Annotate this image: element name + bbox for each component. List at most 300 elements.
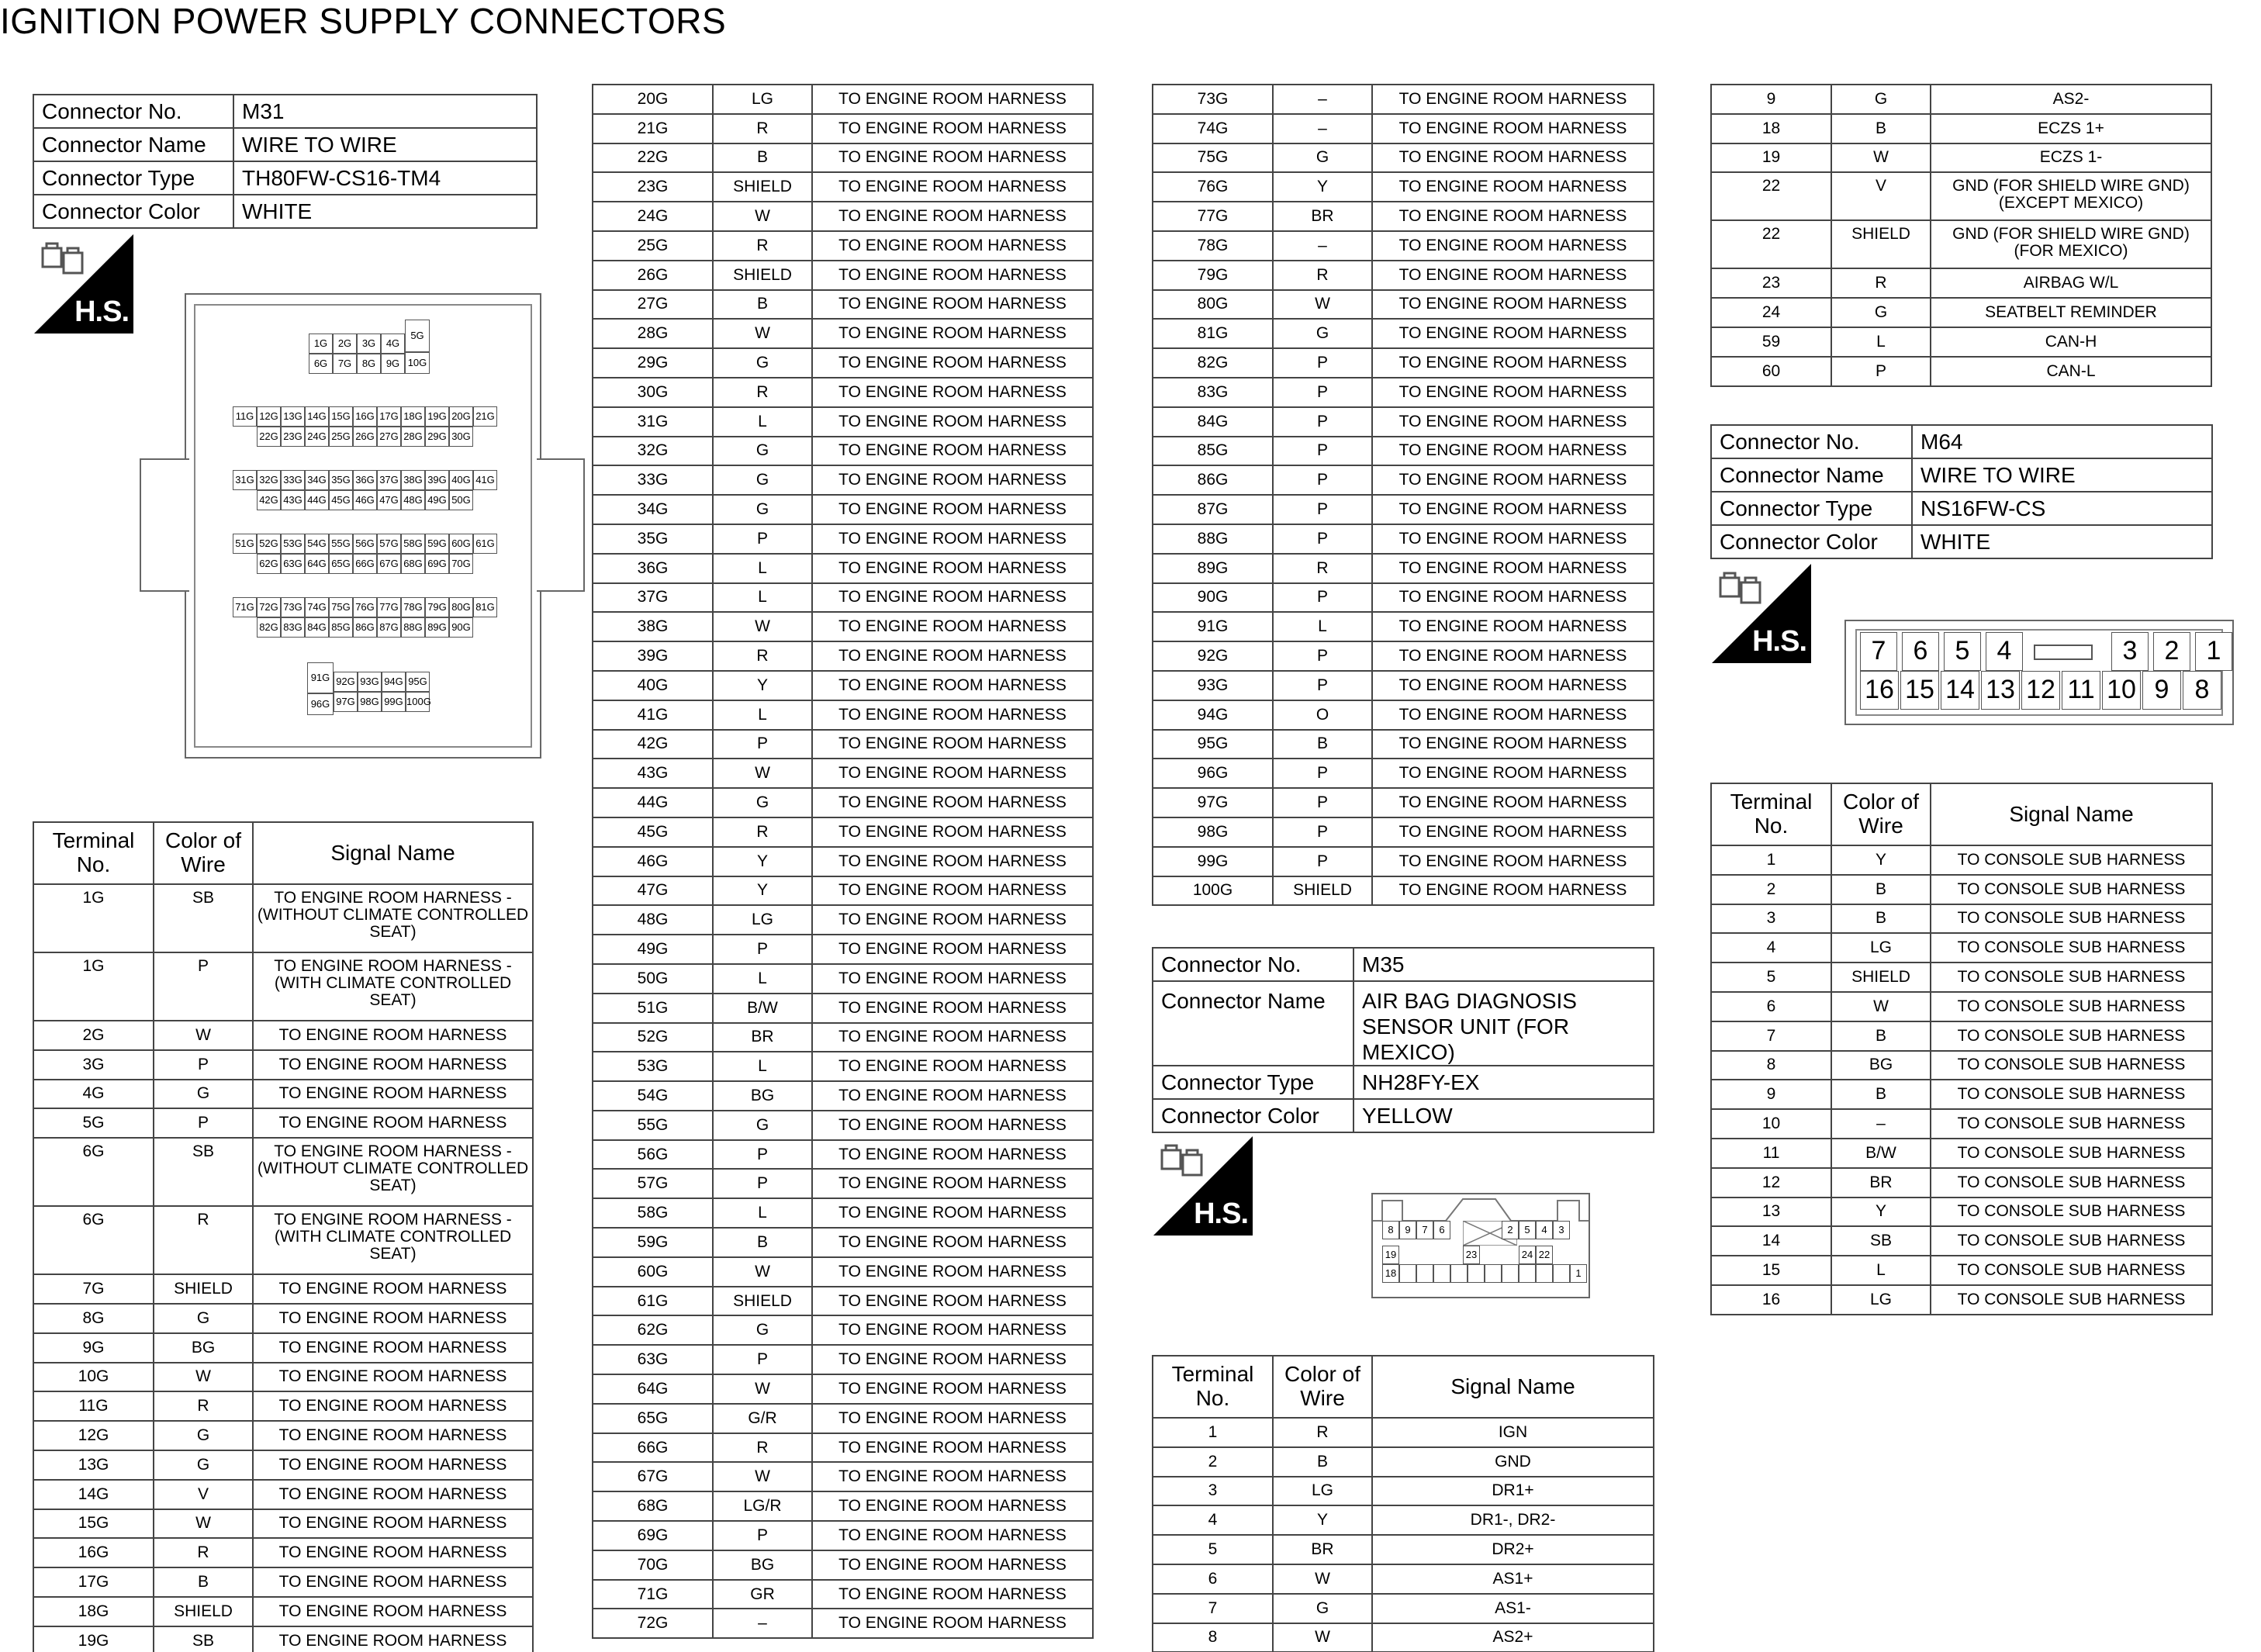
terminal-cell: 80G (1153, 290, 1273, 320)
signal-name-cell: TO ENGINE ROOM HARNESS (1372, 465, 1654, 495)
table-row (593, 759, 1093, 788)
signal-name-cell: TO CONSOLE SUB HARNESS (1931, 1109, 2212, 1139)
wire-color-cell: LG (713, 905, 812, 935)
pin-cell: 94G (382, 672, 406, 692)
terminal-cell: 90G (1153, 583, 1273, 613)
table-row (1153, 671, 1654, 700)
table-row (593, 231, 1093, 261)
signal-name-cell: TO ENGINE ROOM HARNESS (253, 1363, 533, 1392)
signal-name-cell: TO ENGINE ROOM HARNESS (1372, 348, 1654, 378)
wire-color-cell: BR (713, 1023, 812, 1052)
pin-cell: 61G (473, 534, 497, 554)
wire-color-cell: W (154, 1021, 253, 1050)
pin-cell: 12G (257, 406, 281, 427)
wire-color-cell: SB (154, 884, 253, 952)
terminal-cell: 1 (1153, 1418, 1273, 1447)
wire-color-cell: P (1273, 495, 1372, 524)
terminal-cell: 33G (593, 465, 713, 495)
table-row (593, 261, 1093, 290)
table-row (1711, 172, 2211, 220)
signal-name-cell: TO ENGINE ROOM HARNESS (1372, 876, 1654, 906)
signal-name-cell: TO ENGINE ROOM HARNESS (812, 641, 1093, 671)
wire-color-cell: Y (1273, 1505, 1372, 1535)
wire-color-cell: W (1273, 1564, 1372, 1594)
wire-color-cell: Y (713, 847, 812, 876)
wire-color-cell: W (1831, 143, 1931, 173)
table-row (1711, 963, 2212, 992)
terminal-cell: 73G (1153, 85, 1273, 114)
terminal-cell: 57G (593, 1169, 713, 1198)
pin-cell: 1G (309, 334, 333, 354)
pin-cell: 4 (1536, 1221, 1553, 1239)
terminal-cell: 74G (1153, 114, 1273, 143)
signal-name-cell: TO ENGINE ROOM HARNESS (812, 1023, 1093, 1052)
pin-cell: 22G (257, 427, 281, 447)
wire-color-cell: B/W (713, 994, 812, 1023)
wire-color-cell: – (1273, 231, 1372, 261)
pin-cell: 23 (1463, 1246, 1480, 1264)
signal-name-cell: TO ENGINE ROOM HARNESS (1372, 172, 1654, 202)
table-row (593, 495, 1093, 524)
pin-cell: 84G (305, 617, 329, 638)
signal-name-cell: TO ENGINE ROOM HARNESS (812, 1052, 1093, 1081)
page-title: IGNITION POWER SUPPLY CONNECTORS (0, 1, 727, 41)
pin-cell: 24 (1519, 1246, 1536, 1264)
wire-color-cell: R (1273, 1418, 1372, 1447)
table-row (33, 1509, 533, 1539)
signal-name-cell: TO ENGINE ROOM HARNESS (812, 1198, 1093, 1228)
wire-color-cell: B (1831, 1021, 1931, 1051)
pin-cell: 88G (401, 617, 425, 638)
terminal-cell: 16G (33, 1538, 154, 1567)
table-header (1153, 1356, 1654, 1418)
pin-cell: 67G (377, 554, 401, 574)
info-row-name (1153, 981, 1654, 1066)
wire-color-cell: SHIELD (713, 261, 812, 290)
table-row (1153, 612, 1654, 641)
table-row (33, 1538, 533, 1567)
signal-name-cell: TO ENGINE ROOM HARNESS (812, 1462, 1093, 1491)
pin-cell: 21G (473, 406, 497, 427)
table-row (593, 143, 1093, 173)
wire-color-cell: P (154, 1050, 253, 1080)
table-row (593, 407, 1093, 437)
table-row (1153, 231, 1654, 261)
pin-cell: 78G (401, 597, 425, 617)
wire-color-cell: BG (1831, 1051, 1931, 1080)
table-row (1711, 1226, 2212, 1256)
table-row (593, 1521, 1093, 1550)
signal-name-cell: TO ENGINE ROOM HARNESS (812, 817, 1093, 847)
pin-cell: 60G (449, 534, 473, 554)
signal-name-cell: TO ENGINE ROOM HARNESS (1372, 319, 1654, 348)
wire-color-cell: L (1831, 327, 1931, 357)
wire-color-cell: LG (713, 85, 812, 114)
terminal-cell: 12G (33, 1421, 154, 1450)
m31-info-table (33, 94, 538, 229)
signal-name-cell: TO ENGINE ROOM HARNESS (812, 378, 1093, 407)
pin-cell: 92G (334, 672, 358, 692)
terminal-cell: 83G (1153, 378, 1273, 407)
pin-cell: 95G (406, 672, 430, 692)
terminal-cell: 52G (593, 1023, 713, 1052)
m64-connector-face (1844, 620, 2234, 725)
wire-color-cell: P (713, 935, 812, 964)
terminal-cell: 41G (593, 700, 713, 730)
wire-color-cell: B (713, 143, 812, 173)
terminal-cell: 28G (593, 319, 713, 348)
pin-cell: 1 (2195, 632, 2232, 671)
pin-cell: 9G (381, 354, 405, 374)
table-row (33, 1304, 533, 1333)
wire-color-cell: G (154, 1421, 253, 1450)
terminal-cell: 70G (593, 1550, 713, 1580)
wire-color-cell: W (1831, 992, 1931, 1021)
wire-color-cell: P (1273, 524, 1372, 554)
pin-cell: 75G (329, 597, 353, 617)
wire-color-cell: – (1273, 114, 1372, 143)
terminal-cell: 100G (1153, 876, 1273, 906)
wire-color-cell: SB (154, 1626, 253, 1652)
terminal-cell: 58G (593, 1198, 713, 1228)
pin-blank (1433, 1264, 1450, 1283)
terminal-cell: 91G (1153, 612, 1273, 641)
signal-name-cell: DR1-, DR2- (1372, 1505, 1654, 1535)
pin-cell: 48G (401, 490, 425, 510)
table-row (33, 1206, 533, 1274)
signal-name-cell: TO ENGINE ROOM HARNESS (253, 1050, 533, 1080)
info-row-type (33, 161, 537, 195)
terminal-cell: 69G (593, 1521, 713, 1550)
terminal-cell: 75G (1153, 143, 1273, 173)
signal-name-cell: TO ENGINE ROOM HARNESS (253, 1567, 533, 1597)
table-row (1153, 1594, 1654, 1623)
table-row (1711, 1080, 2212, 1109)
table-row (593, 730, 1093, 759)
info-row-no (1153, 948, 1654, 981)
wire-color-cell: SHIELD (713, 1287, 812, 1316)
pin-cell: 58G (401, 534, 425, 554)
terminal-cell: 45G (593, 817, 713, 847)
wire-color-cell: – (1831, 1109, 1931, 1139)
wire-color-cell: P (1273, 348, 1372, 378)
signal-name-cell: TO CONSOLE SUB HARNESS (1931, 1168, 2212, 1198)
table-row (1153, 1447, 1654, 1477)
header-color: Color of Wire (1273, 1356, 1372, 1418)
pin-cell: 72G (257, 597, 281, 617)
wire-color-cell: G (713, 495, 812, 524)
info-row-name (1711, 458, 2212, 492)
wire-color-cell: B (1831, 875, 1931, 904)
signal-name-cell: TO ENGINE ROOM HARNESS (812, 1081, 1093, 1111)
table-row (33, 952, 533, 1021)
terminal-cell: 22 (1711, 172, 1831, 220)
signal-name-cell: TO ENGINE ROOM HARNESS (1372, 554, 1654, 583)
table-row (33, 1421, 533, 1450)
terminal-cell: 2 (1711, 875, 1831, 904)
wire-color-cell: W (713, 1462, 812, 1491)
info-label: Connector Color (33, 195, 233, 228)
table-row (1711, 875, 2212, 904)
terminal-cell: 81G (1153, 319, 1273, 348)
table-row (1153, 1505, 1654, 1535)
signal-name-cell: TO ENGINE ROOM HARNESS (1372, 612, 1654, 641)
signal-name-cell: TO CONSOLE SUB HARNESS (1931, 904, 2212, 934)
signal-name-cell: DR1+ (1372, 1477, 1654, 1506)
table-row (593, 290, 1093, 320)
signal-name-cell: TO ENGINE ROOM HARNESS (812, 465, 1093, 495)
signal-name-cell: TO ENGINE ROOM HARNESS (253, 1391, 533, 1421)
pin-cell: 2G (333, 334, 357, 354)
pin-cell: 83G (281, 617, 305, 638)
signal-name-cell: TO CONSOLE SUB HARNESS (1931, 1021, 2212, 1051)
table-header (1711, 783, 2212, 845)
table-row (593, 1169, 1093, 1198)
info-row-no (33, 95, 537, 128)
pin-cell: 97G (334, 692, 358, 712)
signal-name-cell: GND (FOR SHIELD WIRE GND) (EXCEPT MEXICO) (1931, 172, 2211, 220)
pin-cell: 96G (307, 693, 334, 715)
wire-color-cell: LG (1831, 1285, 1931, 1315)
table-row (33, 1391, 533, 1421)
table-row (33, 1450, 533, 1480)
signal-name-cell: TO ENGINE ROOM HARNESS (812, 1257, 1093, 1287)
signal-name-cell: TO ENGINE ROOM HARNESS (812, 172, 1093, 202)
info-label: Connector Name (33, 128, 233, 161)
terminal-cell: 9 (1711, 85, 1831, 114)
signal-name-cell: TO CONSOLE SUB HARNESS (1931, 1256, 2212, 1285)
signal-name-cell: TO ENGINE ROOM HARNESS (812, 1140, 1093, 1170)
terminal-cell: 93G (1153, 671, 1273, 700)
table-row (1711, 143, 2211, 173)
terminal-cell: 51G (593, 994, 713, 1023)
signal-name-cell: AS2+ (1372, 1623, 1654, 1652)
signal-name-cell: TO ENGINE ROOM HARNESS (253, 1421, 533, 1450)
terminal-cell: 3 (1711, 904, 1831, 934)
pin-cell: 2 (1502, 1221, 1519, 1239)
wire-color-cell: P (1273, 641, 1372, 671)
table-row (1153, 1564, 1654, 1594)
signal-name-cell: TO ENGINE ROOM HARNESS (253, 1021, 533, 1050)
info-label: Connector Name (1711, 458, 1912, 492)
signal-name-cell: TO ENGINE ROOM HARNESS (812, 964, 1093, 994)
table-row (1711, 327, 2211, 357)
hs-label: H.S. (1752, 625, 1806, 658)
pin-cell: 76G (353, 597, 377, 617)
pin-blank (1468, 1264, 1485, 1283)
table-row (593, 1023, 1093, 1052)
wire-color-cell: G (713, 1315, 812, 1345)
header-terminal: Terminal No. (33, 822, 154, 884)
table-row (33, 1021, 533, 1050)
connector-icon (40, 242, 85, 281)
pin-cell: 19 (1382, 1246, 1399, 1264)
pin-cell: 6G (309, 354, 333, 374)
signal-name-cell: TO ENGINE ROOM HARNESS (1372, 788, 1654, 817)
wire-color-cell: Y (1831, 1198, 1931, 1227)
table-row (1711, 1285, 2212, 1315)
terminal-cell: 7G (33, 1274, 154, 1304)
pin-cell: 13 (1981, 671, 2020, 710)
terminal-cell: 7 (1153, 1594, 1273, 1623)
table-row (593, 935, 1093, 964)
table-row (593, 583, 1093, 613)
pin-cell: 7G (333, 354, 357, 374)
table-row (1153, 290, 1654, 320)
pin-cell: 41G (473, 470, 497, 490)
table-row (593, 1287, 1093, 1316)
info-label: Connector No. (1153, 948, 1353, 981)
table-row (593, 85, 1093, 114)
pin-cell: 59G (425, 534, 449, 554)
terminal-cell: 78G (1153, 231, 1273, 261)
signal-name-cell: TO ENGINE ROOM HARNESS (812, 935, 1093, 964)
terminal-cell: 8 (1153, 1623, 1273, 1652)
table-row (1711, 85, 2211, 114)
terminal-cell: 22G (593, 143, 713, 173)
table-header (33, 822, 533, 884)
signal-name-cell: TO ENGINE ROOM HARNESS (1372, 759, 1654, 788)
pin-cell: 30G (449, 427, 473, 447)
pin-cell: 40G (449, 470, 473, 490)
header-signal: Signal Name (1372, 1356, 1654, 1418)
terminal-cell: 27G (593, 290, 713, 320)
terminal-cell: 10G (33, 1363, 154, 1392)
pin-cell: 68G (401, 554, 425, 574)
wire-color-cell: L (713, 407, 812, 437)
wire-color-cell: B (1831, 114, 1931, 143)
pin-blank (1416, 1264, 1433, 1283)
table-row (1153, 407, 1654, 437)
pin-blank (1450, 1264, 1468, 1283)
signal-name-cell: TO ENGINE ROOM HARNESS (253, 1509, 533, 1539)
table-row (1153, 641, 1654, 671)
pin-cell: 77G (377, 597, 401, 617)
m64-table (1710, 783, 2213, 1315)
table-row (33, 1363, 533, 1392)
pin-cell: 93G (358, 672, 382, 692)
signal-name-cell: TO ENGINE ROOM HARNESS (812, 85, 1093, 114)
signal-name-cell: AS2- (1931, 85, 2211, 114)
header-color: Color of Wire (1831, 783, 1931, 845)
wire-color-cell: P (713, 1521, 812, 1550)
pin-cell: 8G (357, 354, 381, 374)
table-row (593, 641, 1093, 671)
table-row (1153, 817, 1654, 847)
pin-cell: 14G (305, 406, 329, 427)
terminal-cell: 46G (593, 847, 713, 876)
pin-cell: 90G (449, 617, 473, 638)
terminal-cell: 92G (1153, 641, 1273, 671)
table-row (593, 1580, 1093, 1609)
terminal-cell: 20G (593, 85, 713, 114)
signal-name-cell: TO ENGINE ROOM HARNESS (253, 1333, 533, 1363)
signal-name-cell: TO ENGINE ROOM HARNESS (1372, 261, 1654, 290)
pin-cell: 70G (449, 554, 473, 574)
signal-name-cell: TO ENGINE ROOM HARNESS - (WITH CLIMATE CONTROLLED SEAT) (253, 1206, 533, 1274)
signal-name-cell: TO ENGINE ROOM HARNESS (812, 1287, 1093, 1316)
table-row (593, 378, 1093, 407)
terminal-cell: 84G (1153, 407, 1273, 437)
wire-color-cell: BG (154, 1333, 253, 1363)
hs-icon (34, 234, 133, 334)
table-row (593, 524, 1093, 554)
terminal-cell: 8G (33, 1304, 154, 1333)
info-label: Connector Color (1153, 1099, 1353, 1132)
wire-color-cell: R (713, 378, 812, 407)
table-row (593, 994, 1093, 1023)
info-label: Connector Name (1153, 981, 1353, 1066)
signal-name-cell: TO CONSOLE SUB HARNESS (1931, 845, 2212, 875)
wire-color-cell: Y (1273, 172, 1372, 202)
signal-name-cell: TO ENGINE ROOM HARNESS (1372, 524, 1654, 554)
signal-name-cell: TO ENGINE ROOM HARNESS (812, 437, 1093, 466)
terminal-cell: 35G (593, 524, 713, 554)
pin-cell: 25G (329, 427, 353, 447)
wire-color-cell: W (713, 1374, 812, 1404)
signal-name-cell: TO ENGINE ROOM HARNESS (253, 1626, 533, 1652)
signal-name-cell: TO ENGINE ROOM HARNESS (1372, 641, 1654, 671)
wire-color-cell: P (1273, 759, 1372, 788)
hs-label: H.S. (74, 295, 129, 328)
pin-cell: 45G (329, 490, 353, 510)
wire-color-cell: W (154, 1363, 253, 1392)
table-row (1153, 554, 1654, 583)
table-row (593, 114, 1093, 143)
terminal-cell: 14 (1711, 1226, 1831, 1256)
info-label: Connector Type (1153, 1066, 1353, 1099)
info-label: Connector Type (33, 161, 233, 195)
table-row (593, 172, 1093, 202)
pin-cell: 15 (1900, 671, 1939, 710)
terminal-cell: 5 (1153, 1535, 1273, 1564)
header-color: Color of Wire (154, 822, 253, 884)
wire-color-cell: GR (713, 1580, 812, 1609)
info-value: WHITE (233, 195, 537, 228)
terminal-cell: 11G (33, 1391, 154, 1421)
wire-color-cell: – (1273, 85, 1372, 114)
pin-cell: 79G (425, 597, 449, 617)
info-value: WHITE (1912, 525, 2212, 558)
terminal-cell: 66G (593, 1433, 713, 1463)
table-row (1153, 172, 1654, 202)
connector-icon (1160, 1144, 1205, 1183)
signal-name-cell: GND (FOR SHIELD WIRE GND) (FOR MEXICO) (1931, 220, 2211, 268)
table-row (1711, 845, 2212, 875)
wire-color-cell: R (713, 114, 812, 143)
m31-connector-face (140, 293, 585, 759)
pin-cell: 28G (401, 427, 425, 447)
pin-cell: 9 (1399, 1221, 1416, 1239)
terminal-cell: 22 (1711, 220, 1831, 268)
terminal-cell: 64G (593, 1374, 713, 1404)
wire-color-cell: P (713, 1345, 812, 1374)
terminal-cell: 2G (33, 1021, 154, 1050)
signal-name-cell: ECZS 1- (1931, 143, 2211, 173)
terminal-cell: 95G (1153, 730, 1273, 759)
terminal-cell: 98G (1153, 817, 1273, 847)
table-row (1711, 298, 2211, 327)
wire-color-cell: B (154, 1567, 253, 1597)
table-row (593, 1433, 1093, 1463)
table-row (1711, 220, 2211, 268)
header-terminal: Terminal No. (1711, 783, 1831, 845)
pin-cell: 43G (281, 490, 305, 510)
terminal-cell: 13 (1711, 1198, 1831, 1227)
signal-name-cell: TO ENGINE ROOM HARNESS (812, 348, 1093, 378)
table-row (593, 554, 1093, 583)
wire-color-cell: SB (154, 1138, 253, 1206)
